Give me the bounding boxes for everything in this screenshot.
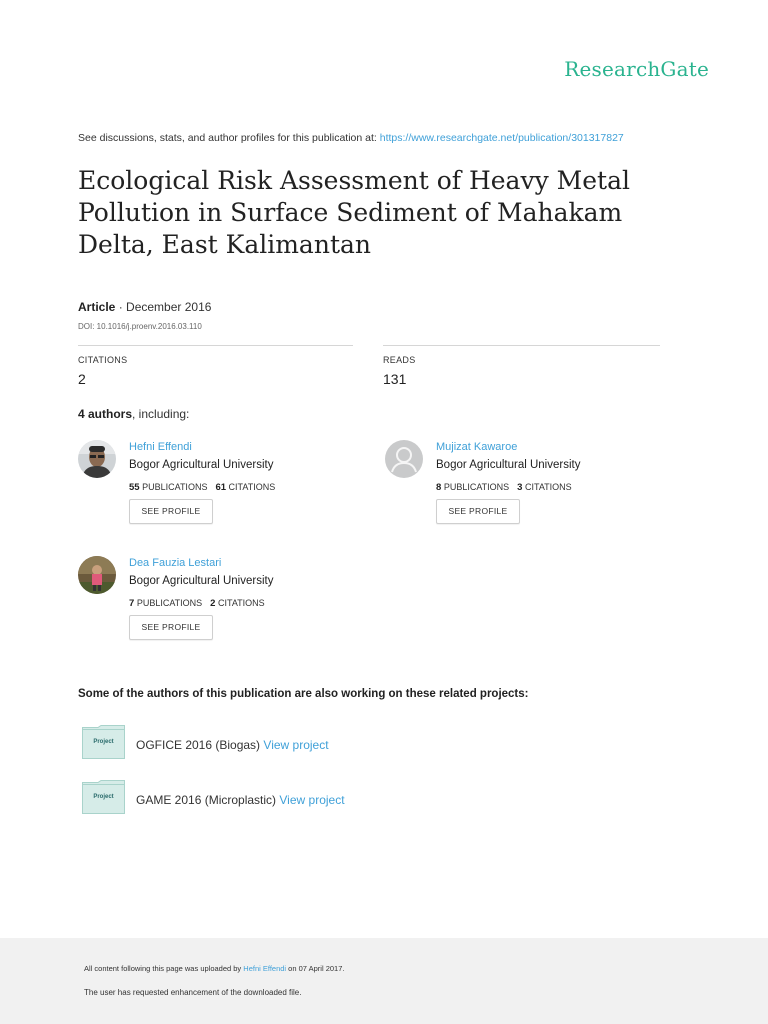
footer [0, 938, 768, 1024]
project-icon-label: Project [93, 794, 114, 800]
author-name-link[interactable]: Hefni Effendi [129, 441, 192, 453]
author-institution: Bogor Agricultural University [436, 459, 581, 471]
project-text [136, 793, 345, 807]
author-photo-icon [78, 556, 116, 594]
publications-count: 55 [129, 482, 140, 493]
avatar[interactable] [78, 440, 116, 478]
project-name: OGFICE 2016 (Biogas) [136, 738, 261, 752]
default-user-icon [385, 440, 423, 478]
uploader-link[interactable]: Hefni Effendi [243, 964, 287, 973]
citations-value: 2 [78, 371, 86, 387]
reads-label: READS [383, 355, 416, 365]
authors-suffix: , including: [132, 407, 190, 421]
avatar[interactable] [78, 556, 116, 594]
publication-doi: DOI: 10.1016/j.proenv.2016.03.110 [78, 322, 202, 331]
citations-label: CITATIONS [217, 598, 265, 608]
upload-suffix: on 07 April 2017. [286, 964, 345, 973]
author-stats [129, 598, 265, 609]
publications-label: PUBLICATIONS [443, 482, 510, 492]
upload-prefix: All content following this page was uploaded by [84, 964, 244, 973]
related-projects-heading: Some of the authors of this publication are also working on these related projects: [78, 688, 529, 700]
citations-label: CITATIONS [78, 355, 128, 365]
publications-label: PUBLICATIONS [142, 482, 208, 492]
citations-label: CITATIONS [228, 482, 276, 492]
see-profile-button[interactable]: SEE PROFILE [129, 499, 213, 524]
publication-date: December 2016 [126, 300, 212, 314]
citations-divider [78, 345, 353, 346]
publication-meta [78, 300, 211, 314]
discussion-text: See discussions, stats, and author profiles for this publication at: [78, 132, 380, 144]
author-institution: Bogor Agricultural University [129, 459, 274, 471]
project-text [136, 738, 329, 752]
publication-url-link[interactable]: https://www.researchgate.net/publication/301317827 [379, 132, 624, 144]
author-card [385, 440, 685, 540]
authors-heading [78, 407, 189, 421]
reads-divider [383, 345, 660, 346]
enhancement-note: The user has requested enhancement of the downloaded file. [84, 988, 302, 997]
discussion-line [78, 132, 624, 144]
author-card [78, 440, 378, 540]
project-icon-label: Project [93, 739, 114, 745]
author-name-link[interactable]: Mujizat Kawaroe [436, 441, 518, 453]
author-card [78, 556, 378, 656]
citations-count: 61 [215, 482, 227, 493]
see-profile-button[interactable]: SEE PROFILE [129, 615, 213, 640]
project-item [82, 780, 482, 814]
publications-count: 8 [436, 482, 442, 493]
author-photo-icon [78, 440, 116, 478]
authors-count: 4 authors [78, 407, 133, 421]
project-name: GAME 2016 (Microplastic) [136, 793, 277, 807]
author-name-link[interactable]: Dea Fauzia Lestari [129, 557, 222, 569]
author-institution: Bogor Agricultural University [129, 575, 274, 587]
publication-title: Ecological Risk Assessment of Heavy Metal Pollution in Surface Sediment of Mahakam Delta, East Kalimantan [78, 166, 630, 259]
upload-info [84, 964, 344, 973]
author-stats [129, 482, 275, 493]
view-project-link[interactable]: View project [279, 793, 345, 807]
citations-label: CITATIONS [524, 482, 572, 492]
avatar[interactable] [385, 440, 423, 478]
researchgate-logo[interactable]: ResearchGate [564, 57, 709, 81]
meta-separator: · [115, 300, 127, 314]
author-stats [436, 482, 572, 493]
citations-count: 2 [210, 598, 216, 609]
publications-count: 7 [129, 598, 135, 609]
publications-label: PUBLICATIONS [136, 598, 203, 608]
see-profile-button[interactable]: SEE PROFILE [436, 499, 520, 524]
citations-count: 3 [517, 482, 523, 493]
view-project-link[interactable]: View project [263, 738, 329, 752]
project-item [82, 725, 482, 759]
publication-type: Article [78, 300, 116, 314]
reads-value: 131 [383, 371, 407, 387]
